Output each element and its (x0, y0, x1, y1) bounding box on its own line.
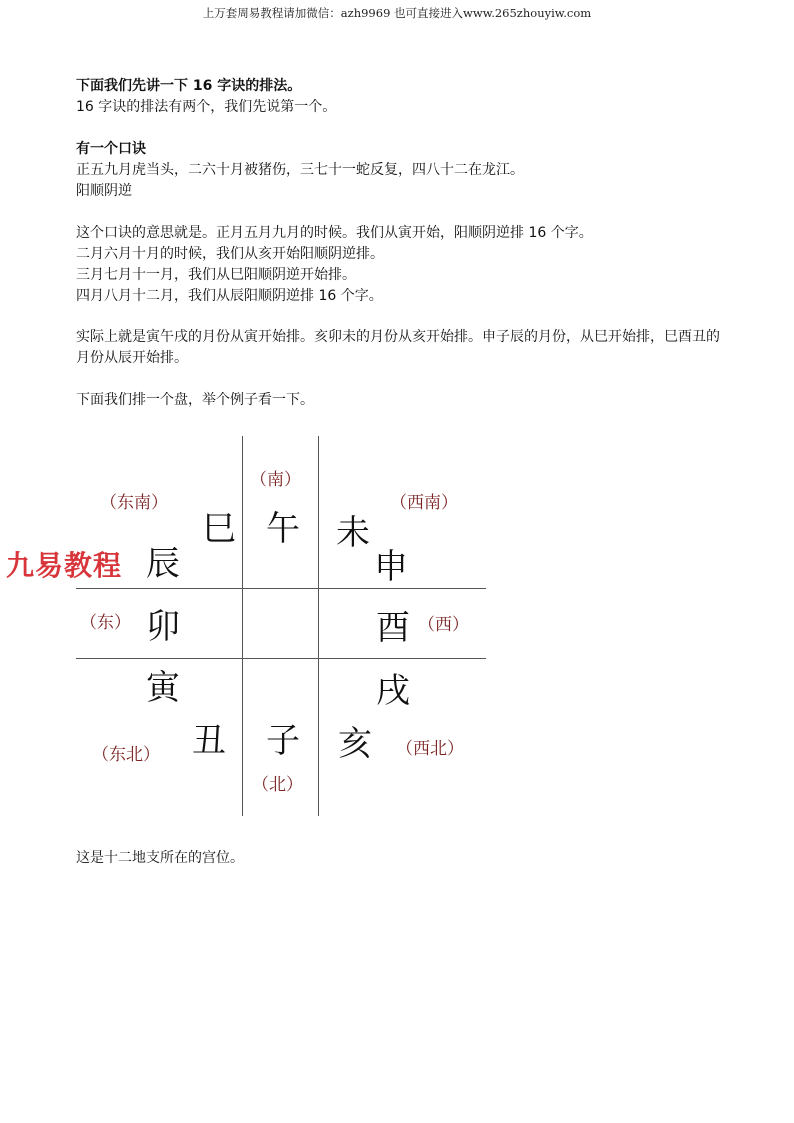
branch-hai: 亥 (338, 724, 372, 764)
direction-northeast: （东北） (92, 745, 160, 765)
grid-line-bottom (76, 658, 486, 659)
branch-yin: 寅 (146, 668, 180, 708)
direction-south: （南） (250, 470, 301, 490)
branch-xu: 戌 (376, 671, 410, 711)
page-header: 上万套周易教程请加微信：azh9969 也可直接进入www.265zhouyiw.com (202, 6, 592, 20)
branch-wu: 午 (266, 509, 300, 549)
summary-paragraph: 实际上就是寅午戌的月份从寅开始排。亥卯未的月份从亥开始排。申子辰的月份，从巳开始排，巳酉丑的月份从辰开始排。 (76, 329, 720, 366)
heading-mnemonic: 有一个口诀 (76, 141, 146, 157)
mnemonic-rule: 阳顺阴逆 (76, 183, 132, 199)
branch-mao: 卯 (146, 607, 180, 647)
mnemonic-verse: 正五九月虎当头，二六十月被猪伤，三七十一蛇反复，四八十二在龙江。 (76, 162, 524, 178)
grid-line-right (318, 436, 319, 816)
branch-shen: 申 (374, 547, 408, 587)
explain-line-4: 四月八月十二月，我们从辰阳顺阴逆排 16 个字。 (76, 288, 383, 304)
explain-line-2: 二月六月十月的时候，我们从亥开始阳顺阴逆排。 (76, 246, 384, 262)
earthly-branches-diagram (76, 436, 488, 816)
direction-southwest: （西南） (390, 493, 458, 513)
explain-line-1: 这个口诀的意思就是。正月五月九月的时候。我们从寅开始，阳顺阴逆排 16 个字。 (76, 225, 593, 241)
direction-southeast: （东南） (100, 493, 168, 513)
grid-line-top (76, 588, 486, 589)
direction-east: （东） (80, 613, 131, 633)
example-intro: 下面我们排一个盘，举个例子看一下。 (76, 392, 314, 408)
diagram-caption: 这是十二地支所在的宫位。 (76, 850, 244, 866)
direction-west: （西） (418, 615, 469, 635)
grid-line-left (242, 436, 243, 816)
watermark-logo: 九易教程 (6, 549, 123, 582)
branch-you: 酉 (376, 608, 410, 648)
direction-northwest: （西北） (396, 739, 464, 759)
direction-north: （北） (252, 775, 303, 795)
explain-line-3: 三月七月十一月，我们从巳阳顺阴逆开始排。 (76, 267, 356, 283)
branch-chen: 辰 (146, 544, 180, 584)
branch-si: 巳 (202, 509, 236, 549)
branch-chou: 丑 (192, 721, 226, 761)
intro-paragraph: 16 字诀的排法有两个，我们先说第一个。 (76, 99, 337, 115)
branch-wei: 未 (336, 513, 370, 553)
heading-sixteen-formula: 下面我们先讲一下 16 字诀的排法。 (76, 78, 302, 94)
branch-zi: 子 (266, 721, 300, 761)
